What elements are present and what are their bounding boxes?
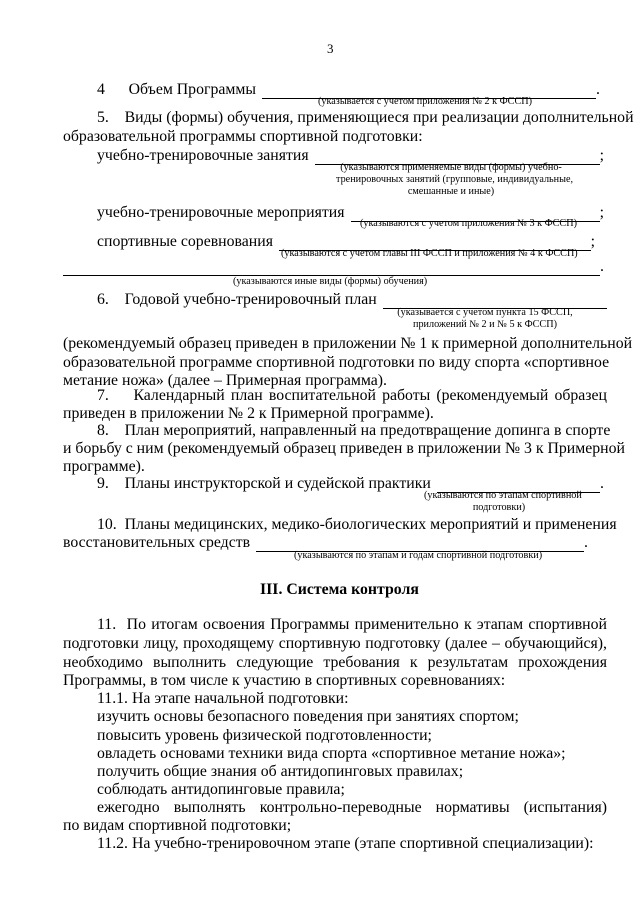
item-5-sub-2-end: ; [599, 204, 604, 221]
item-10-label: восстановительных средств [63, 534, 251, 551]
section-3-heading: III. Система контроля [260, 581, 419, 598]
item-6-label: 6. Годовой учебно-тренировочный план [97, 291, 377, 308]
item-7-line-2: приведен в приложении № 2 к Примерной программе). [63, 405, 434, 422]
item-9-label: 9. Планы инструкторской и судейской практики [97, 475, 431, 492]
item-11-line-1: 11. По итогам освоения Программы применительно к этапам спортивной [97, 616, 607, 633]
item-5-sub-3-note: (указываются с учетом главы III ФССП и приложения № 4 к ФССП) [281, 248, 578, 259]
item-5-sub-2-note: (указываются с учетом приложения № 3 к ФССП) [360, 218, 577, 229]
page-number: 3 [327, 41, 334, 56]
item-11-line-2: подготовки лицу, проходящему спортивную подготовку (далее – обучающийся), [63, 635, 607, 652]
item-11-line-3: необходимо выполнить следующие требования к результатам прохождения [63, 654, 607, 671]
item-4-label: 4 Объем Программы [97, 81, 256, 98]
requirement-6-line-1: ежегодно выполнять контрольно-переводные нормативы (испытания) [97, 799, 607, 816]
requirement-5: соблюдать антидопинговые правила; [97, 781, 345, 798]
item-5-other-note: (указываются иные виды (формы) обучения) [233, 276, 428, 287]
item-5-sub-3-end: ; [590, 233, 595, 250]
item-5-sub-1-end: ; [599, 147, 604, 164]
item-10-note: (указываются по этапам и годам спортивной подготовки) [294, 550, 543, 561]
item-9-note-2: подготовки) [472, 502, 526, 513]
item-5-line-2: образовательной программы спортивной подготовки: [63, 128, 423, 145]
item-5-sub-2-label: учебно-тренировочные мероприятия [97, 204, 345, 221]
item-11-line-4: Программы, в том числе к участию в спортивных соревнованиях: [63, 672, 506, 689]
item-11-sub-2: 11.2. На учебно-тренировочном этапе (этапе спортивной специализации): [97, 835, 594, 852]
item-4-note: (указывается с учетом приложения № 2 к ФССП) [318, 96, 533, 107]
item-10-line-1: 10. Планы медицинских, медико-биологических мероприятий и применения [97, 516, 617, 533]
item-5-other-end: . [600, 258, 604, 275]
item-8-line-3: программе). [63, 458, 145, 475]
item-5-sub-1-label: учебно-тренировочные занятия [97, 147, 309, 164]
item-6-note-1: (указывается с учетом пункта 15 ФССП, [397, 307, 573, 318]
requirement-2: повысить уровень физической подготовленности; [97, 727, 432, 744]
item-4-end: . [596, 81, 600, 98]
requirement-4: получить общие знания об антидопинговых правилах; [97, 763, 464, 780]
item-5-sub-1-note-3: смешанные и иные) [407, 186, 495, 197]
item-6-line-3: метание ножа» (далее – Примерная программа). [63, 372, 387, 389]
item-11-sub-1: 11.1. На этапе начальной подготовки: [97, 690, 349, 707]
item-8-line-1: 8. План мероприятий, направленный на предотвращение допинга в спорте [97, 422, 611, 439]
item-5-other-blank [63, 262, 600, 276]
requirement-1: изучить основы безопасного поведения при занятиях спортом; [97, 708, 519, 725]
item-9-note-1: (указываются по этапам спортивной [424, 490, 582, 501]
item-10-end: . [584, 534, 588, 551]
requirement-6-line-2: по видам спортивной подготовки; [63, 817, 292, 834]
item-5-sub-1-note-1: (указываются применяемые виды (формы) учебно- [340, 162, 562, 173]
item-6-line-2: образовательной программе спортивной подготовки по виду спорта «спортивное [63, 354, 610, 371]
item-6-note-2: приложений № 2 и № 5 к ФССП) [413, 319, 557, 330]
item-7-line-1: 7. Календарный план воспитательной работы (рекомендуемый образец [97, 387, 607, 404]
item-5-sub-1-note-2: тренировочных занятий (групповые, индивидуальные, [336, 174, 574, 185]
item-9-end: . [600, 475, 604, 492]
item-5-other-row [63, 257, 604, 276]
item-6-line-1: (рекомендуемый образец приведен в приложении № 1 к примерной дополнительной [63, 335, 633, 352]
requirement-3: овладеть основами техники вида спорта «спортивное метание ножа»; [97, 745, 566, 762]
item-5-line-1: 5. Виды (формы) обучения, применяющиеся при реализации дополнительной [97, 109, 634, 126]
item-8-line-2: и борьбу с ним (рекомендуемый образец приведен в приложении № 3 к Примерной [63, 440, 625, 457]
item-5-sub-3-label: спортивные соревнования [97, 233, 273, 250]
